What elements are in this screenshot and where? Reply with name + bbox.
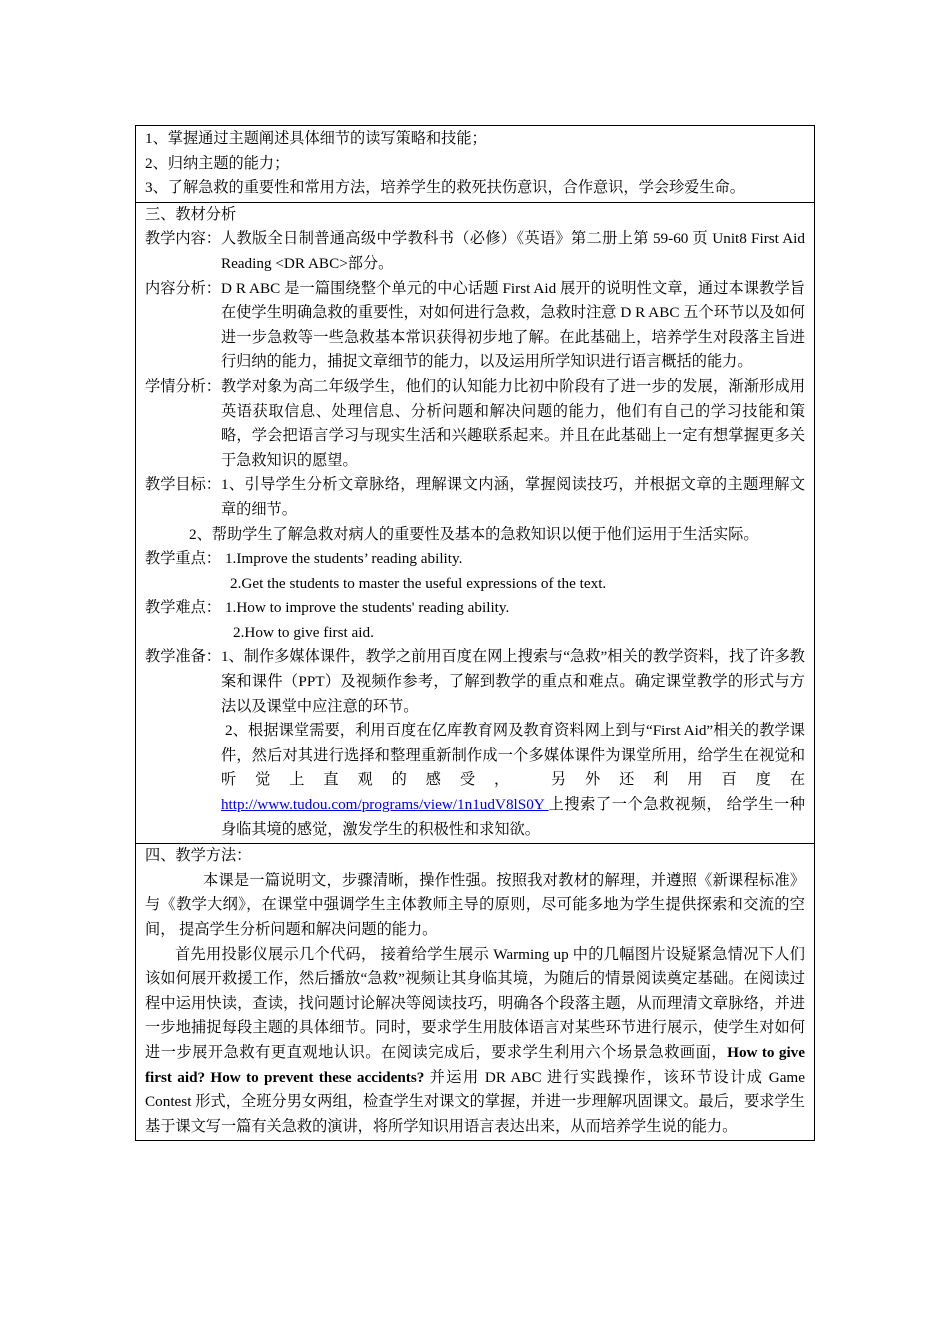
teaching-content-item [145,227,805,276]
objective-2-text: 2、帮助学生了解急救对病人的重要性及基本的急救知识以便于他们运用于生活实际。 [189,525,759,543]
content-analysis-item [145,277,805,375]
goals-row [136,126,815,203]
objective-label: 教学目标： [145,476,221,494]
content-analysis-text: D R ABC 是一篇围绕整个单元的中心话题 First Aid 展开的说明性文章，通过本课教学旨在使学生明确急救的重要性，对如何进行急救，急救时注意 D R ABC 五个环节以及如何进一步急救等一些急救基本常识获得初步地了解。在此基础上，培养学生对段落主旨进行归纳的能力，捕捉文章细节的能力，以及运用所学知识进行语言概括的能力。 [220,279,805,371]
preparation-label: 教学准备： [145,648,221,666]
lesson-plan-table [135,125,815,1141]
tudou-link[interactable]: http://www.tudou.com/programs/view/1n1udV8lS0Y [220,796,549,814]
analysis-cell [136,202,815,843]
methods-questions: How to give first aid? How to prevent these accidents? [145,1043,806,1086]
goal-line-1: 1、掌握通过主题阐述具体细节的读写策略和技能； [145,130,487,147]
methods-cell [136,844,815,1141]
teaching-content-label: 教学内容： [145,230,221,248]
methods-paragraph-2 [145,943,805,1140]
learner-analysis-text: 教学对象为高二年级学生，他们的认知能力比初中阶段有了进一步的发展，渐渐形成用英语获取信息、处理信息、分析问题和解决问题的能力，他们有自己的学习技能和策略，学会把语言学习与现实生活和兴趣联系起来。并且在此基础上一定有想掌握更多关于急救知识的愿望。 [220,377,805,469]
preparation-item [145,645,805,719]
key-points-item [145,547,805,572]
methods-paragraph-2-a: 首先用投影仪展示几个代码， 接着给学生展示 Warming up 中的几幅图片设疑紧急情况下人们该如何展开救援工作，然后播放“急救”视频让其身临其境，为随后的情景阅读奠定基础。在阅读过程中运用快读，查读，找问题讨论解决等阅读技巧，明确各个段落主题，从而理清文章脉络，并进一步地捕捉每段主题的具体细节。同时，要求学生用肢体语言对某些环节进行展示，使学生对如何进一步展开急救有更直观地认识。在阅读完成后，要求学生利用六个场景急救画面， [145,945,805,1061]
key-point-2: 2.Get the students to master the useful expressions of the text. [230,574,607,592]
key-point-1: 1.Improve the students’ reading ability. [224,550,463,568]
key-points-label: 教学重点： [145,550,221,568]
preparation-2-item [145,719,805,842]
preparation-1: 1、制作多媒体课件，教学之前用百度在网上搜索与“急救”相关的教学资料，找了许多教案和课件（PPT）及视频作参考，了解到教学的重点和难点。确定课堂教学的形式与方法以及课堂中应注意的环节。 [220,648,805,715]
analysis-row [136,202,815,843]
preparation-2-text-a: 2、根据课堂需要，利用百度在亿库教育网及教育资料网上到与“First Aid”相关的教学课件，然后对其进行选择和整理重新制作成一个多媒体课件为课堂所用，给学生在视觉和听觉上直观的感受， 另外还利用百度在 [220,722,805,789]
difficulty-1: 1.How to improve the students' reading ability. [224,599,510,617]
preparation-2 [221,719,805,842]
analysis-heading: 三、教材分析 [145,205,237,223]
difficulty-label: 教学难点： [145,599,221,617]
objective-1-text: 1、引导学生分析文章脉络，理解课文内涵，掌握阅读技巧，并根据文章的主题理解文章的细节。 [220,476,805,518]
preparation-2-text-b: 上搜索了一个急救视频， 给学生一种身临其境的感觉，激发学生的积极性和求知欲。 [220,796,805,838]
learner-analysis-label: 学情分析： [145,377,221,395]
methods-paragraph-1: 本课是一篇说明文，步骤清晰，操作性强。按照我对教材的解理，并遵照《新课程标准》与《教学大纲》，在课堂中强调学生主体教师主导的原则，尽可能多地为学生提供探索和交流的空间， 提高学生分析问题和解决问题的能力。 [145,871,805,938]
goal-line-3: 3、了解急救的重要性和常用方法，培养学生的救死扶伤意识，合作意识，学会珍爱生命。 [145,179,745,197]
methods-heading: 四、教学方法： [145,847,252,865]
methods-paragraph-2-b: 并运用 DR ABC 进行实践操作，该环节设计成 Game Contest 形式，全班分男女两组，检查学生对课文的掌握，并进一步理解巩固课文。最后，要求学生基于课文写一篇有关急救的演讲，将所学知识用语言表达出来，从而培养学生说的能力。 [145,1068,805,1135]
learner-analysis-item [145,375,805,473]
teaching-content-text: 人教版全日制普通高级中学教科书（必修）《英语》第二册上第 59-60 页 Unit8 First Aid Reading <DR ABC>部分。 [220,230,805,272]
document-page [135,125,815,1141]
content-analysis-label: 内容分析： [145,279,221,297]
difficulty-item [145,596,805,621]
goal-line-2: 2、归纳主题的能力； [145,154,290,172]
methods-row [136,844,815,1141]
difficulty-2: 2.How to give first aid. [233,623,374,641]
objective-item [145,473,805,522]
goals-cell [136,126,815,203]
